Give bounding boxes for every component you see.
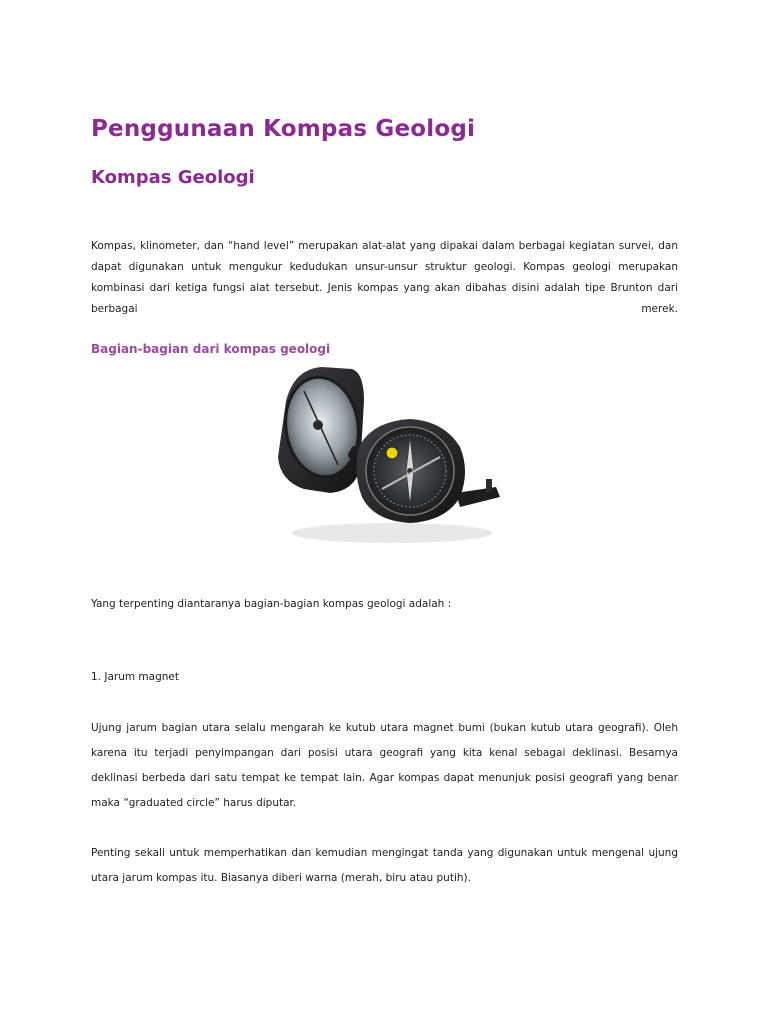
list-intro: Yang terpenting diantaranya bagian-bagian kompas geologi adalah : [91, 598, 452, 610]
page-title: Penggunaan Kompas Geologi [91, 116, 476, 142]
note-line: utara jarum kompas itu. Biasanya diberi warna (merah, biru atau putih). [91, 872, 471, 884]
intro-line: Kompas, klinometer, dan “hand level” merupakan alat-alat yang dipakai dalam berbagai kegiatan survei, dan [91, 240, 678, 252]
brunton-compass-photo-icon [264, 361, 507, 549]
item-line: maka “graduated circle” harus diputar. [91, 797, 297, 809]
item-line: karena itu terjadi penyimpangan dari posisi utara geografi yang kita kenal sebagai deklinasi. Besarnya [91, 747, 678, 759]
item-line: deklinasi berbeda dari satu tempat ke tempat lain. Agar kompas dapat menunjuk posisi geografi yang benar [91, 772, 678, 784]
intro-line: berbagai merek. [91, 303, 678, 315]
page-subtitle: Kompas Geologi [91, 167, 255, 188]
note-line: Penting sekali untuk memperhatikan dan kemudian mengingat tanda yang digunakan untuk mengenal ujung [91, 847, 678, 859]
intro-paragraph [91, 236, 678, 320]
item-paragraph [91, 716, 678, 816]
intro-line: dapat digunakan untuk mengukur kedudukan unsur-unsur struktur geologi. Kompas geologi merupakan [91, 261, 678, 273]
brunton-compass-figure [264, 361, 507, 549]
item-line: Ujung jarum bagian utara selalu mengarah ke kutub utara magnet bumi (bukan kutub utara geografi). Oleh [91, 722, 678, 734]
item-heading: 1. Jarum magnet [91, 671, 179, 683]
section-heading: Bagian-bagian dari kompas geologi [91, 342, 331, 356]
intro-line: kombinasi dari ketiga fungsi alat tersebut. Jenis kompas yang akan dibahas disini adalah tipe Brunton dari [91, 282, 678, 294]
note-paragraph [91, 841, 678, 891]
